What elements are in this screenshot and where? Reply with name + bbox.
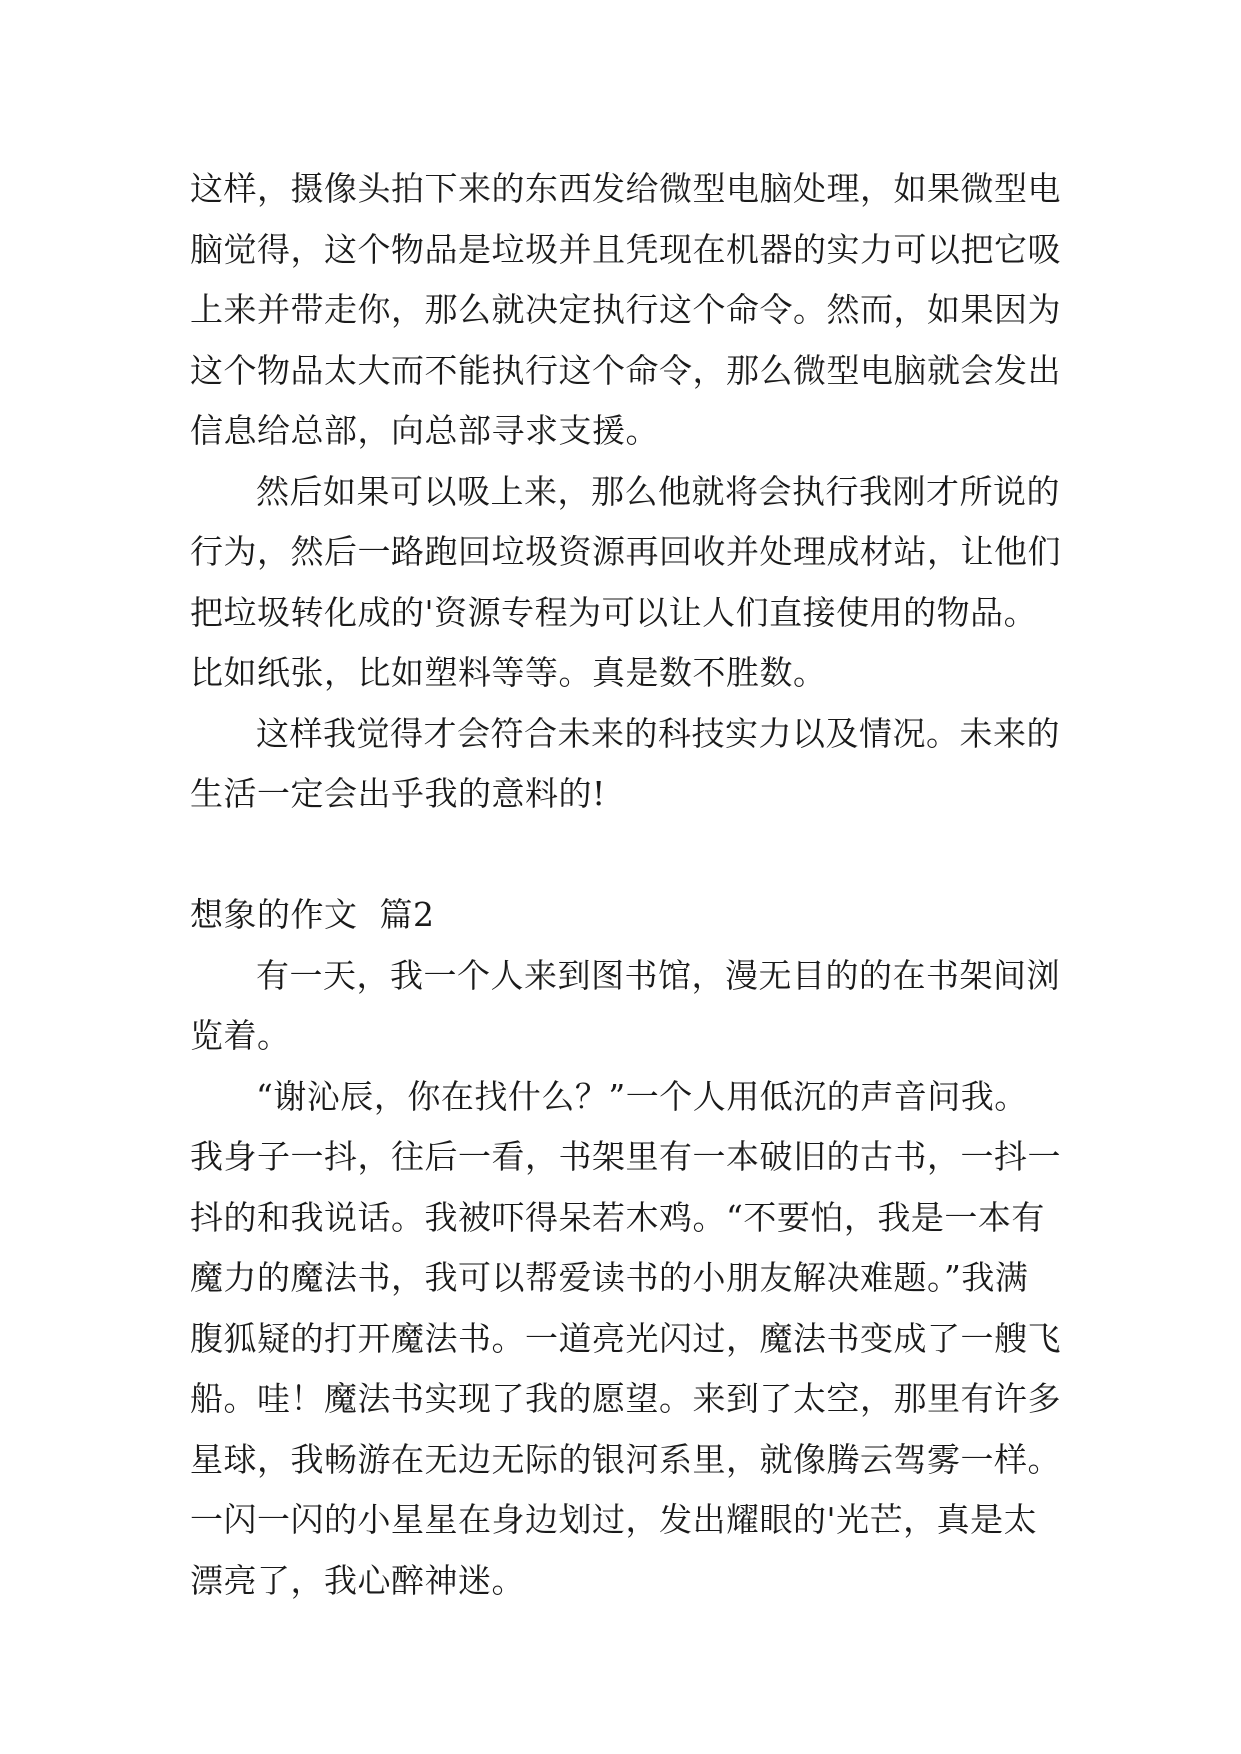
paragraph xyxy=(190,704,1075,825)
text-line: 这个物品太大而不能执行这个命令，那么微型电脑就会发出 xyxy=(190,350,1061,390)
text-line: 行为，然后一路跑回垃圾资源再回收并处理成材站，让他们 xyxy=(190,532,1061,571)
text-line: 信息给总部，向总部寻求支援。 xyxy=(190,411,659,450)
essay-text xyxy=(190,159,1075,1611)
text-line: 然后如果可以吸上来，那么他就将会执行我刚才所说的 xyxy=(256,471,1060,511)
text-line: 生活一定会出乎我的意料的! xyxy=(190,774,606,813)
text-line: 这样我觉得才会符合未来的科技实力以及情况。未来的 xyxy=(256,713,1060,753)
paragraph xyxy=(190,159,1075,462)
text-line: 上来并带走你，那么就决定执行这个命令。然而，如果因为 xyxy=(190,290,1061,329)
text-line: 漂亮了，我心醉神迷。 xyxy=(190,1560,525,1600)
text-line: 有一天，我一个人来到图书馆，漫无目的的在书架间浏 xyxy=(256,955,1060,995)
text-line: 这样，摄像头拍下来的东西发给微型电脑处理，如果微型电 xyxy=(190,169,1061,208)
text-line: 把垃圾转化成的'资源专程为可以让人们直接使用的物品。 xyxy=(190,592,1038,632)
text-line: 比如纸张，比如塑料等等。真是数不胜数。 xyxy=(190,653,827,692)
text-line: 腹狐疑的打开魔法书。一道亮光闪过，魔法书变成了一艘飞 xyxy=(190,1318,1061,1358)
paragraph xyxy=(190,946,1075,1067)
paragraph xyxy=(190,1067,1075,1612)
text-line: 一闪一闪的小星星在身边划过，发出耀眼的'光芒，真是太 xyxy=(190,1500,1038,1539)
section-heading: 想象的作文 篇2 xyxy=(190,895,435,934)
text-line: 抖的和我说话。我被吓得呆若木鸡。“不要怕，我是一本有 xyxy=(190,1197,1045,1237)
text-line: 船。哇！魔法书实现了我的愿望。来到了太空，那里有许多 xyxy=(190,1379,1061,1418)
paragraph xyxy=(190,462,1075,704)
text-line: 魔力的魔法书，我可以帮爱读书的小朋友解决难题。”我满 xyxy=(190,1258,1029,1297)
text-line: “谢沁辰，你在找什么？”一个人用低沉的声音问我。 xyxy=(256,1076,1028,1116)
text-line: 我身子一抖，往后一看，书架里有一本破旧的古书，一抖一 xyxy=(190,1137,1061,1176)
text-line: 星球，我畅游在无边无际的银河系里，就像腾云驾雾一样。 xyxy=(190,1439,1061,1479)
text-line: 览着。 xyxy=(190,1016,291,1055)
blank-line xyxy=(190,825,1075,886)
text-line: 脑觉得，这个物品是垃圾并且凭现在机器的实力可以把它吸 xyxy=(190,229,1061,269)
